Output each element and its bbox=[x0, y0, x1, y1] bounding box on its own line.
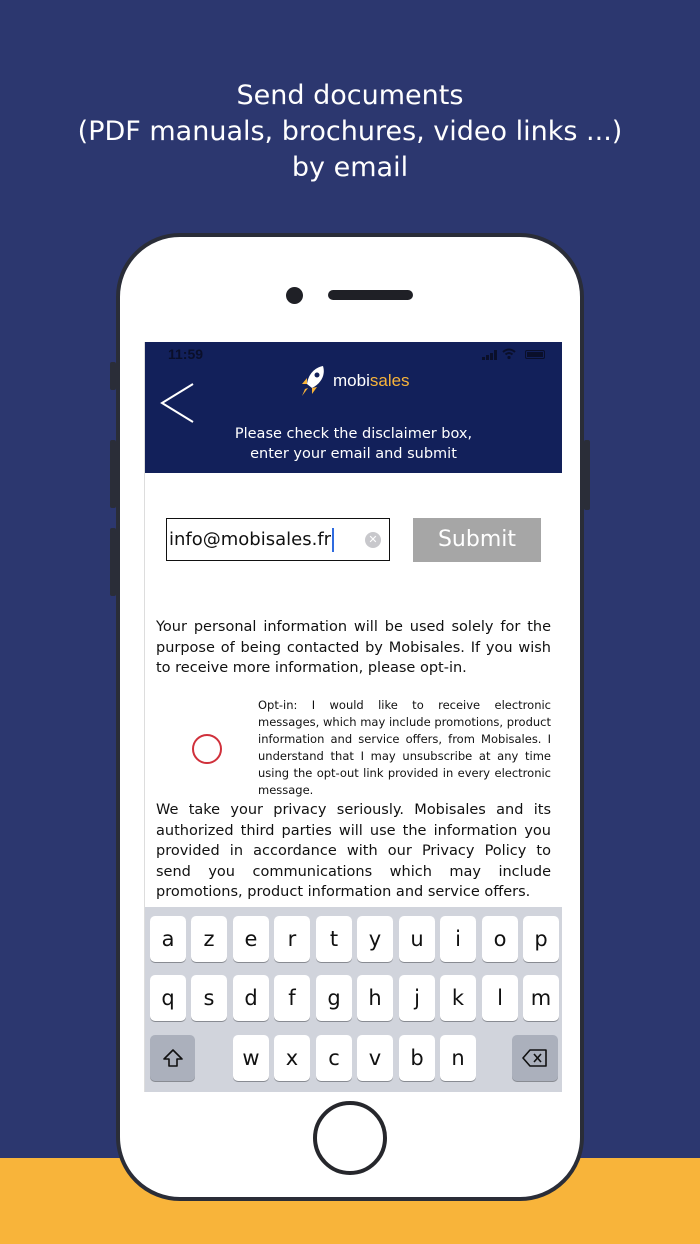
key-z[interactable]: z bbox=[191, 916, 227, 962]
key-c[interactable]: c bbox=[316, 1035, 352, 1081]
key-s[interactable]: s bbox=[191, 975, 227, 1021]
submit-button[interactable]: Submit bbox=[413, 518, 541, 562]
mobisales-logo bbox=[299, 364, 410, 398]
key-a[interactable]: a bbox=[150, 916, 186, 962]
instructions-line-1: Please check the disclaimer box, bbox=[234, 426, 473, 442]
key-h[interactable]: h bbox=[357, 975, 393, 1021]
email-value: info@mobisales.fr bbox=[169, 529, 332, 550]
email-input[interactable] bbox=[166, 518, 390, 561]
key-w[interactable]: w bbox=[233, 1035, 269, 1081]
instructions-line-2: enter your email and submit bbox=[250, 446, 457, 462]
shift-icon bbox=[162, 1048, 184, 1068]
headline-line-2: (PDF manuals, brochures, video links ...) bbox=[77, 116, 623, 147]
key-v[interactable]: v bbox=[357, 1035, 393, 1081]
brand-prefix: mobi bbox=[333, 371, 370, 390]
key-i[interactable]: i bbox=[440, 916, 476, 962]
app-header bbox=[145, 342, 562, 473]
key-n[interactable]: n bbox=[440, 1035, 476, 1081]
key-y[interactable]: y bbox=[357, 916, 393, 962]
key-r[interactable]: r bbox=[274, 916, 310, 962]
backspace-key[interactable] bbox=[512, 1035, 558, 1081]
keyboard bbox=[145, 907, 562, 1092]
key-k[interactable]: k bbox=[440, 975, 476, 1021]
text-cursor bbox=[332, 528, 334, 552]
optin-text: Opt-in: I would like to receive electronic messages, which may include promotions, product information and service offers, from Mobisales. I understand that I may unsubscribe at any time using the opt-out link provided in every electronic message. bbox=[258, 698, 551, 797]
key-q[interactable]: q bbox=[150, 975, 186, 1021]
key-x[interactable]: x bbox=[274, 1035, 310, 1081]
privacy-policy-text: We take your privacy seriously. Mobisales and its authorized third parties will use the information you provided in accordance with our Privacy Policy to send you communications which may include promotions, product information and service offers. bbox=[156, 802, 551, 900]
wifi-icon bbox=[502, 348, 516, 360]
key-o[interactable]: o bbox=[482, 916, 518, 962]
key-p[interactable]: p bbox=[523, 916, 559, 962]
key-g[interactable]: g bbox=[316, 975, 352, 1021]
phone-power-button bbox=[584, 440, 590, 510]
key-d[interactable]: d bbox=[233, 975, 269, 1021]
status-bar bbox=[145, 342, 562, 366]
key-e[interactable]: e bbox=[233, 916, 269, 962]
key-m[interactable]: m bbox=[523, 975, 559, 1021]
key-t[interactable]: t bbox=[316, 916, 352, 962]
back-chevron-icon[interactable] bbox=[159, 382, 199, 424]
promo-headline bbox=[0, 78, 700, 186]
phone-screen bbox=[144, 342, 562, 1092]
brand-wordmark bbox=[333, 371, 410, 391]
battery-icon bbox=[525, 350, 545, 359]
backspace-icon bbox=[522, 1049, 548, 1067]
clear-input-icon[interactable]: ✕ bbox=[365, 532, 381, 548]
key-j[interactable]: j bbox=[399, 975, 435, 1021]
key-u[interactable]: u bbox=[399, 916, 435, 962]
brand-suffix: sales bbox=[369, 371, 410, 390]
earpiece-speaker bbox=[328, 290, 413, 300]
cellular-signal-icon bbox=[482, 350, 498, 360]
shift-key[interactable] bbox=[150, 1035, 195, 1081]
key-l[interactable]: l bbox=[482, 975, 518, 1021]
rocket-icon bbox=[299, 364, 329, 398]
status-time: 11:59 bbox=[168, 346, 204, 362]
instructions bbox=[145, 424, 562, 464]
key-b[interactable]: b bbox=[399, 1035, 435, 1081]
front-camera bbox=[286, 287, 303, 304]
key-f[interactable]: f bbox=[274, 975, 310, 1021]
headline-line-1: Send documents bbox=[236, 80, 464, 111]
privacy-notice: Your personal information will be used solely for the purpose of being contacted by Mobisales. If you wish to receive more information, please opt-in. bbox=[156, 619, 551, 676]
home-button[interactable] bbox=[313, 1101, 387, 1175]
optin-radio[interactable] bbox=[192, 734, 222, 764]
headline-line-3: by email bbox=[291, 152, 409, 183]
